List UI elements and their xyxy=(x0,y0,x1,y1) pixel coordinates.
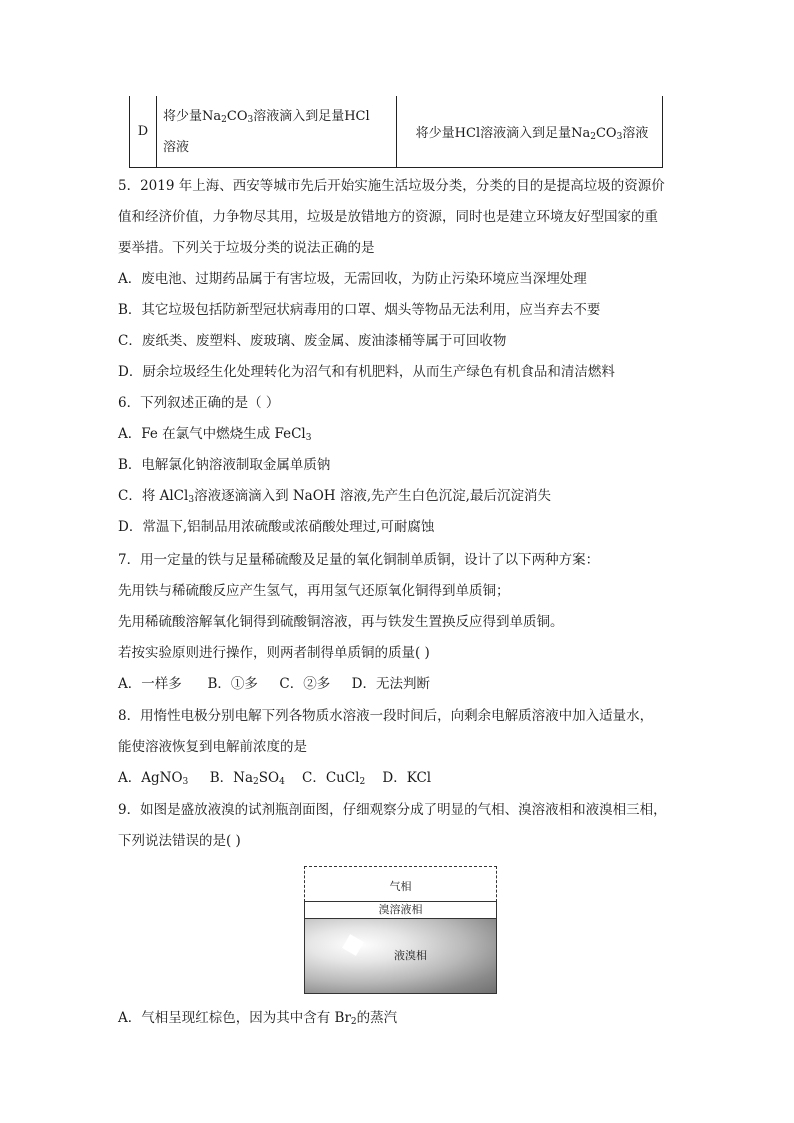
q8-stem-line1: 8．用惰性电极分别电解下列各物质水溶液一段时间后，向剩余电解质溶液中加入适量水， xyxy=(118,708,654,724)
q9-stem-line1: 9．如图是盛放液溴的试剂瓶剖面图，仔细观察分成了明显的气相、溴溶液相和液溴相三相， xyxy=(118,802,667,818)
option-d-right-cell: 将少量HCl溶液滴入到足量$Na_2CO_3$溶液 xyxy=(397,96,663,168)
table-row xyxy=(130,96,663,168)
q5-option-b: B．其它垃圾包括防新型冠状病毒用的口罩、烟头等物品无法利用，应当弃去不要 xyxy=(118,302,601,318)
q8-option-c: C．CuCl$_2$ xyxy=(302,770,366,787)
q6-option-b: B．电解氯化钠溶液制取金属单质钠 xyxy=(118,457,331,473)
q7-stem: 7．用一定量的铁与足量稀硫酸及足量的氧化铜制单质铜，设计了以下两种方案： xyxy=(118,552,600,568)
q8-option-b: B．$Na_2SO_4$ xyxy=(209,770,285,787)
liquid-bromine-region: 液溴相 xyxy=(304,919,497,994)
q8-option-d: D．KCl xyxy=(382,770,432,786)
q5-option-d: D．厨余垃圾经生化处理转化为沼气和有机肥料，从而生产绿色有机食品和清洁燃料 xyxy=(118,364,615,380)
q8-option-a: A．AgNO$_3$ xyxy=(118,770,189,787)
q7-plan-2: 先用稀硫酸溶解氧化铜得到硫酸铜溶液，再与铁发生置换反应得到单质铜。 xyxy=(118,614,564,630)
q6-stem: 6．下列叙述正确的是（ ） xyxy=(118,395,280,411)
options-table xyxy=(129,96,663,168)
q8-stem-line2: 能使溶液恢复到电解前浓度的是 xyxy=(118,739,307,755)
q6-option-d: D．常温下,铝制品用浓硫酸或浓硝酸处理过,可耐腐蚀 xyxy=(118,519,435,535)
bromine-solution-region: 溴溶液相 xyxy=(304,901,497,919)
q7-plan-1: 先用铁与稀硫酸反应产生氢气，再用氢气还原氧化铜得到单质铜； xyxy=(118,583,510,599)
q6-option-a: A．Fe 在氯气中燃烧生成 FeCl$_3$ xyxy=(118,426,312,443)
q5-stem-line2: 值和经济价值，力争物尽其用，垃圾是放错地方的资源，同时也是建立环境友好型国家的重 xyxy=(118,209,658,225)
light-reflection-icon xyxy=(342,934,364,956)
q5-stem-line1: 5．2019 年上海、西安等城市先后开始实施生活垃圾分类，分类的目的是提高垃圾的资源价 xyxy=(118,178,665,194)
q5-option-c: C．废纸类、废塑料、废玻璃、废金属、废油漆桶等属于可回收物 xyxy=(118,333,507,349)
q6-option-c: C．将 AlCl$_3$溶液逐滴滴入到 NaOH 溶液,先产生白色沉淀,最后沉淀消失 xyxy=(118,488,551,505)
q5-stem-line3: 要举措。下列关于垃圾分类的说法正确的是 xyxy=(118,240,375,256)
q9-option-a: A．气相呈现红棕色，因为其中含有 $Br_2$的蒸汽 xyxy=(118,1010,398,1027)
option-d-left-cell: 将少量$Na_2CO_3$溶液滴入到足量HCl 溶液 xyxy=(157,96,397,168)
q9-stem-line2: 下列说法错误的是( ) xyxy=(118,833,241,849)
q7-options: A．一样多 B．①多 C．②多 D．无法判断 xyxy=(118,676,430,692)
bromine-bottle-diagram xyxy=(304,866,497,994)
q5-option-a: A．废电池、过期药品属于有害垃圾，无需回收，为防止污染环境应当深埋处理 xyxy=(118,271,587,287)
option-letter-d: D xyxy=(130,96,157,168)
q8-options xyxy=(118,768,431,788)
gas-phase-region: 气相 xyxy=(304,866,497,902)
q7-ask: 若按实验原则进行操作，则两者制得单质铜的质量( ) xyxy=(118,645,430,661)
